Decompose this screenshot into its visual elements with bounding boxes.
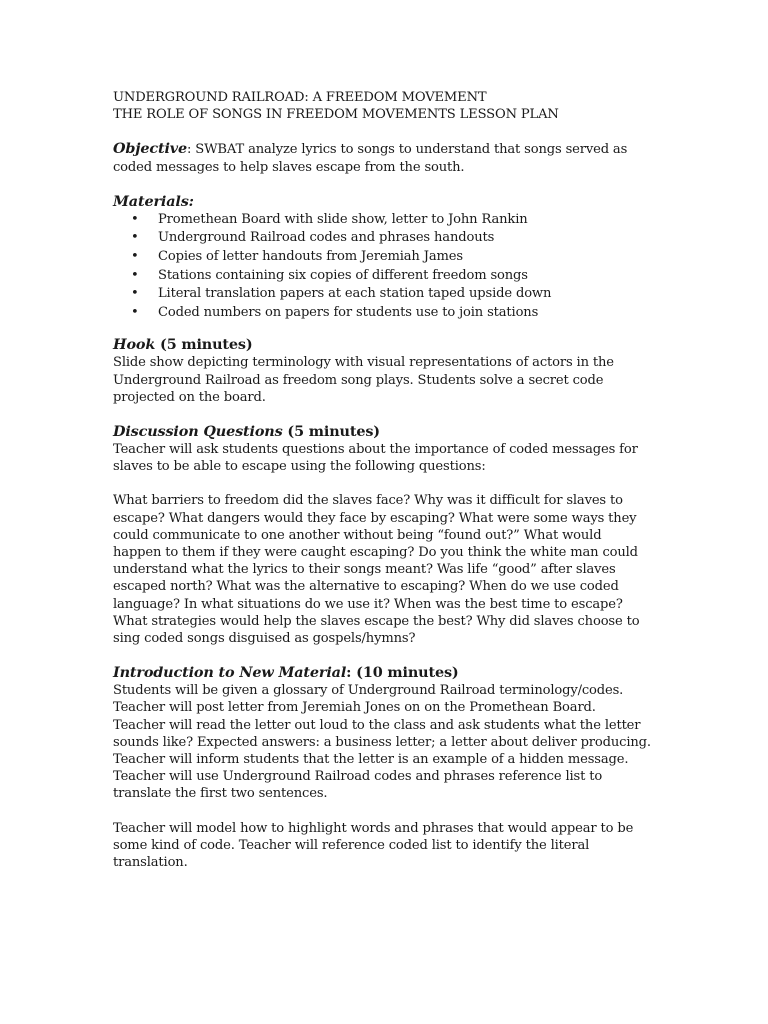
objective-section — [113, 140, 653, 175]
discussion-section — [113, 423, 653, 647]
bullet-icon: • — [131, 230, 139, 246]
bullet-icon: • — [131, 211, 139, 227]
materials-section — [113, 193, 653, 323]
materials-item-text: Coded numbers on papers for students use to join stations — [158, 304, 539, 320]
materials-item-text: Underground Railroad codes and phrases handouts — [158, 230, 495, 246]
list-item — [129, 229, 653, 248]
discussion-questions: What barriers to freedom did the slaves face? Why was it difficult for slaves to escape? What dangers would they face by escaping? What were some ways they could communicate to one another without being “found out?” What would happen to them if they were caught escaping? Do you think the white man could understand what the lyrics to their songs meant? Was life “good” after slaves escaped north? What was the alternative to escaping? When do we use coded language? In what situations do we use it? When was the best time to escape? What strategies would help the slaves escape the best? Why did slaves choose to sing coded songs disguised as gospels/hymns? — [113, 493, 640, 647]
list-item — [129, 211, 653, 230]
hook-text: Slide show depicting terminology with visual representations of actors in the Underground Railroad as freedom song plays. Students solve a secret code projected on the board. — [113, 355, 614, 405]
materials-heading: Materials: — [113, 192, 194, 210]
discussion-intro: Teacher will ask students questions about the importance of coded messages for slaves to be able to escape using the following questions: — [113, 441, 638, 475]
introduction-section — [113, 664, 653, 871]
materials-item-text: Literal translation papers at each station taped upside down — [158, 286, 552, 302]
document-title-line-1: UNDERGROUND RAILROAD: A FREEDOM MOVEMENT — [113, 90, 487, 105]
hook-section — [113, 336, 653, 406]
introduction-line: Teacher will inform students that the letter is an example of a hidden message. — [113, 752, 629, 768]
materials-item-text: Stations containing six copies of different freedom songs — [158, 267, 528, 283]
hook-heading: Hook — [113, 336, 156, 354]
bullet-icon: • — [131, 249, 139, 264]
bullet-icon: • — [131, 286, 139, 302]
list-item — [129, 248, 653, 267]
lesson-plan-page — [113, 89, 653, 871]
introduction-heading: Introduction to New Material — [113, 664, 347, 682]
hook-duration: (5 minutes) — [155, 336, 253, 354]
materials-item-text: Copies of letter handouts from Jeremiah James — [158, 249, 463, 264]
introduction-line: Teacher will post letter from Jeremiah Jones on on the Promethean Board. — [113, 700, 596, 716]
document-title-line-2: THE ROLE OF SONGS IN FREEDOM MOVEMENTS LESSON PLAN — [113, 107, 559, 123]
introduction-line: Teacher will use Underground Railroad codes and phrases reference list to translate the first two sentences. — [113, 769, 603, 802]
bullet-icon: • — [131, 267, 139, 283]
objective-heading: Objective — [113, 140, 188, 158]
list-item — [129, 267, 653, 286]
materials-list — [113, 211, 653, 323]
model-text: Teacher will model how to highlight words and phrases that would appear to be some kind of code. Teacher will reference coded list to identify the literal translation. — [113, 820, 634, 871]
discussion-heading: Discussion Questions — [113, 422, 283, 440]
objective-text: : SWBAT analyze lyrics to songs to understand that songs served as coded messages to help slaves escape from the south. — [113, 142, 628, 175]
discussion-duration: (5 minutes) — [282, 422, 380, 440]
list-item — [129, 304, 653, 323]
bullet-icon: • — [131, 304, 139, 320]
materials-item-text: Promethean Board with slide show, letter to John Rankin — [158, 211, 528, 227]
list-item — [129, 285, 653, 304]
introduction-duration: : (10 minutes) — [346, 664, 459, 682]
introduction-line: Students will be given a glossary of Underground Railroad terminology/codes. — [113, 683, 624, 699]
introduction-line: Teacher will read the letter out loud to the class and ask students what the letter sounds like? Expected answers: a business letter; a letter about deliver producing. — [113, 717, 651, 750]
